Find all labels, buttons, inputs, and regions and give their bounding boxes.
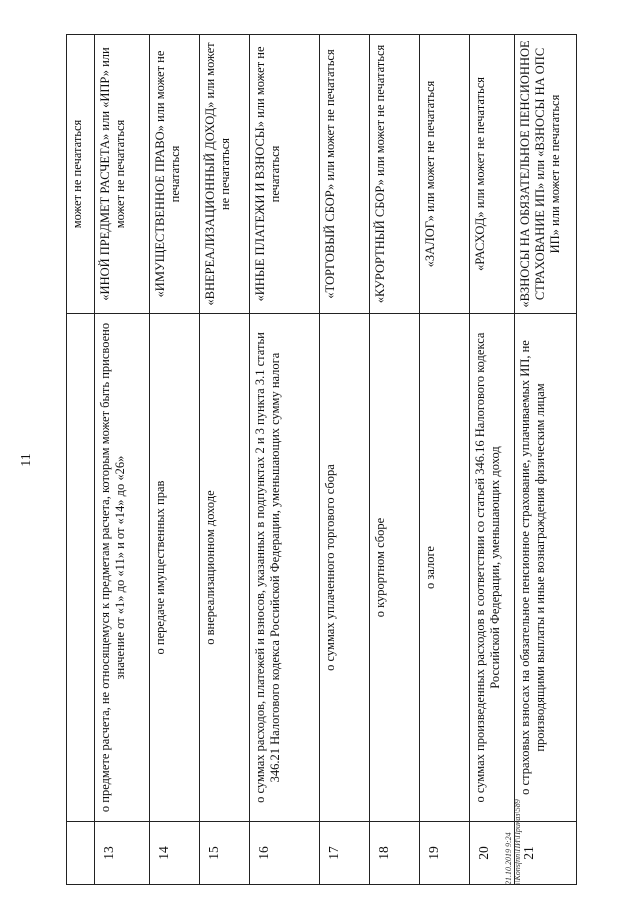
row-number: 21 <box>515 822 577 885</box>
table-row <box>420 35 470 885</box>
table-body <box>67 35 577 885</box>
table-row <box>150 35 200 885</box>
row-description: о страховых взносах на обязательное пенсионное страхование, уплачиваемых ИП, не производящими выплаты и иные вознаграждения физическим лицам <box>515 314 577 822</box>
row-description <box>67 314 95 822</box>
row-number: 19 <box>420 822 470 885</box>
row-print-value: «ВНЕРЕАЛИЗАЦИОННЫЙ ДОХОД» или может не печататься <box>200 35 250 314</box>
row-number <box>67 822 95 885</box>
row-number: 18 <box>370 822 420 885</box>
footer-stamp <box>504 799 522 885</box>
table-row <box>67 35 95 885</box>
row-number: 16 <box>250 822 320 885</box>
row-description: о суммах расходов, платежей и взносов, указанных в подпунктах 2 и 3 пункта 3.1 статьи 346.21 Налогового кодекса Российской Федерации, уменьшающих сумму налога <box>250 314 320 822</box>
row-description: о суммах произведенных расходов в соответствии со статьей 346.16 Налогового кодекса Российской Федерации, уменьшающих доход <box>470 314 515 822</box>
table-row <box>250 35 320 885</box>
row-number: 14 <box>150 822 200 885</box>
row-description: о предмете расчета, не относящемуся к предметам расчета, которым может быть присвоено значение от «1» до «11» и от «14» до «26» <box>95 314 150 822</box>
row-description: о передаче имущественных прав <box>150 314 200 822</box>
row-print-value: «РАСХОД» или может не печататься <box>470 35 515 314</box>
document-page <box>19 35 562 885</box>
footer-date: 21.10.2019 9:24 <box>504 832 513 885</box>
row-print-value: «ЗАЛОГ» или может не печататься <box>420 35 470 314</box>
row-description: о суммах уплаченного торгового сбора <box>320 314 370 822</box>
table-row <box>95 35 150 885</box>
row-print-value: «ИМУЩЕСТВЕННОЕ ПРАВО» или может не печататься <box>150 35 200 314</box>
row-print-value: «КУРОРТНЫЙ СБОР» или может не печататься <box>370 35 420 314</box>
row-print-value: «ВЗНОСЫ НА ОБЯЗАТЕЛЬНОЕ ПЕНСИОННОЕ СТРАХОВАНИЕ ИП» или «ВЗНОСЫ НА ОПС ИП» или может не печататься <box>515 35 577 314</box>
table-row <box>470 35 515 885</box>
footer-path: \\Konsfnn\ПИ\Приказ\589 <box>513 799 522 885</box>
row-number: 20 <box>470 822 515 885</box>
requisites-table <box>66 34 577 885</box>
row-number: 13 <box>95 822 150 885</box>
row-description: о курортном сборе <box>370 314 420 822</box>
row-print-value: может не печататься <box>67 35 95 314</box>
row-print-value: «ИНОЙ ПРЕДМЕТ РАСЧЕТА» или «ИПР» или может не печататься <box>95 35 150 314</box>
row-print-value: «ИНЫЕ ПЛАТЕЖИ И ВЗНОСЫ» или может не печататься <box>250 35 320 314</box>
row-print-value: «ТОРГОВЫЙ СБОР» или может не печататься <box>320 35 370 314</box>
table-row <box>370 35 420 885</box>
row-description: о залоге <box>420 314 470 822</box>
page-number: 11 <box>19 453 34 467</box>
table-row <box>200 35 250 885</box>
row-number: 15 <box>200 822 250 885</box>
table-row <box>320 35 370 885</box>
row-number: 17 <box>320 822 370 885</box>
table-row <box>515 35 577 885</box>
row-description: о внереализационном доходе <box>200 314 250 822</box>
